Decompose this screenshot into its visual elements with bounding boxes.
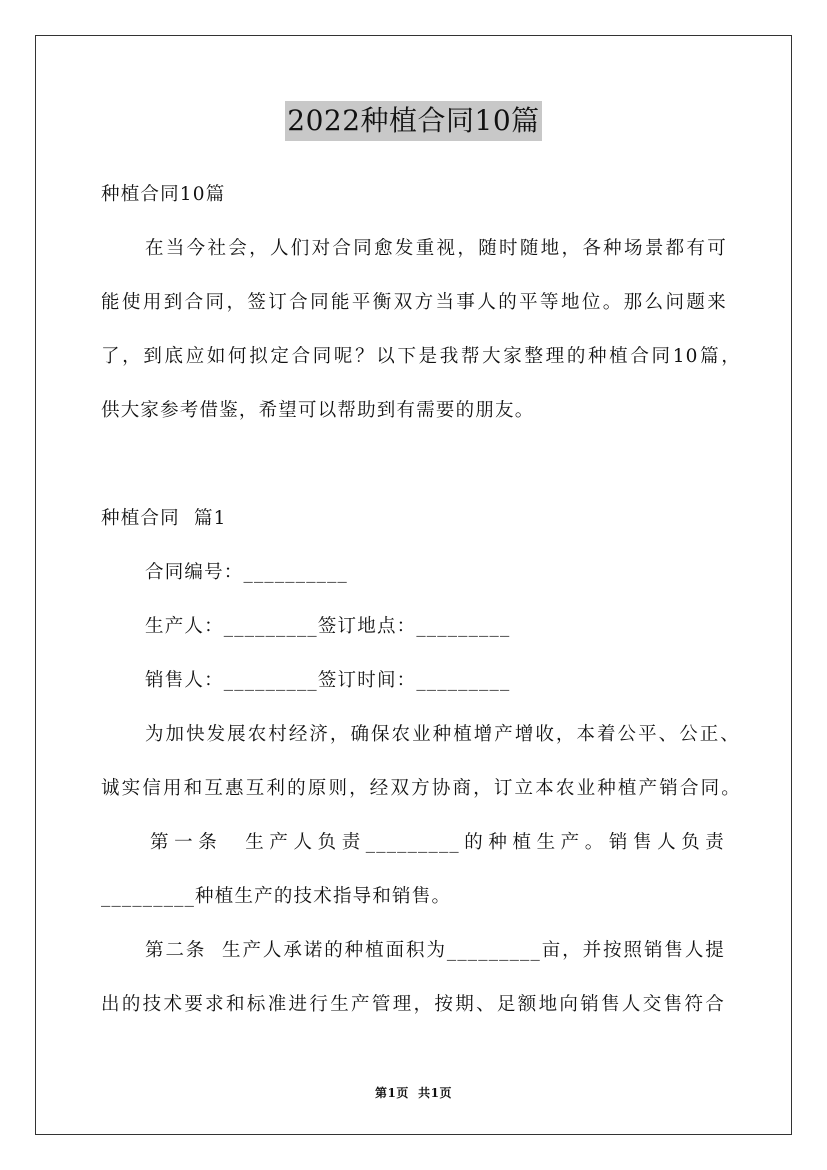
page-number-label: 第1页 共1页 <box>374 1086 453 1100</box>
body-line-6: 出的技术要求和标准进行生产管理，按期、足额地向销售人交售符合 <box>101 994 725 1015</box>
body-line-4: _________种植生产的技术指导和销售。 <box>101 886 452 907</box>
title-container <box>0 101 827 141</box>
producer-field-row: 生产人：_________签订地点：_________ <box>145 616 511 637</box>
page-footer <box>0 1084 827 1101</box>
document-subtitle: 种植合同10篇 <box>101 184 226 205</box>
body-line-1: 为加快发展农村经济，确保农业种植增产增收，本着公平、公正、 <box>145 724 740 745</box>
section-heading: 种植合同 篇1 <box>101 508 227 529</box>
intro-line-3: 了，到底应如何拟定合同呢？以下是我帮大家整理的种植合同10篇， <box>101 346 741 367</box>
intro-line-4: 供大家参考借鉴，希望可以帮助到有需要的朋友。 <box>101 400 535 421</box>
contract-number-field: 合同编号：__________ <box>145 562 349 583</box>
body-line-3: 第一条 生产人负责_________的种植生产。销售人负责 <box>150 832 725 853</box>
body-line-5: 第二条 生产人承诺的种植面积为_________亩，并按照销售人提 <box>145 940 725 961</box>
body-line-2: 诚实信用和互惠互利的原则，经双方协商，订立本农业种植产销合同。 <box>101 778 741 799</box>
intro-line-1: 在当今社会，人们对合同愈发重视，随时随地，各种场景都有可 <box>145 238 727 259</box>
document-title: 2022种植合同10篇 <box>285 101 541 141</box>
intro-line-2: 能使用到合同，签订合同能平衡双方当事人的平等地位。那么问题来 <box>101 292 727 313</box>
seller-field-row: 销售人：_________签订时间：_________ <box>145 670 511 691</box>
